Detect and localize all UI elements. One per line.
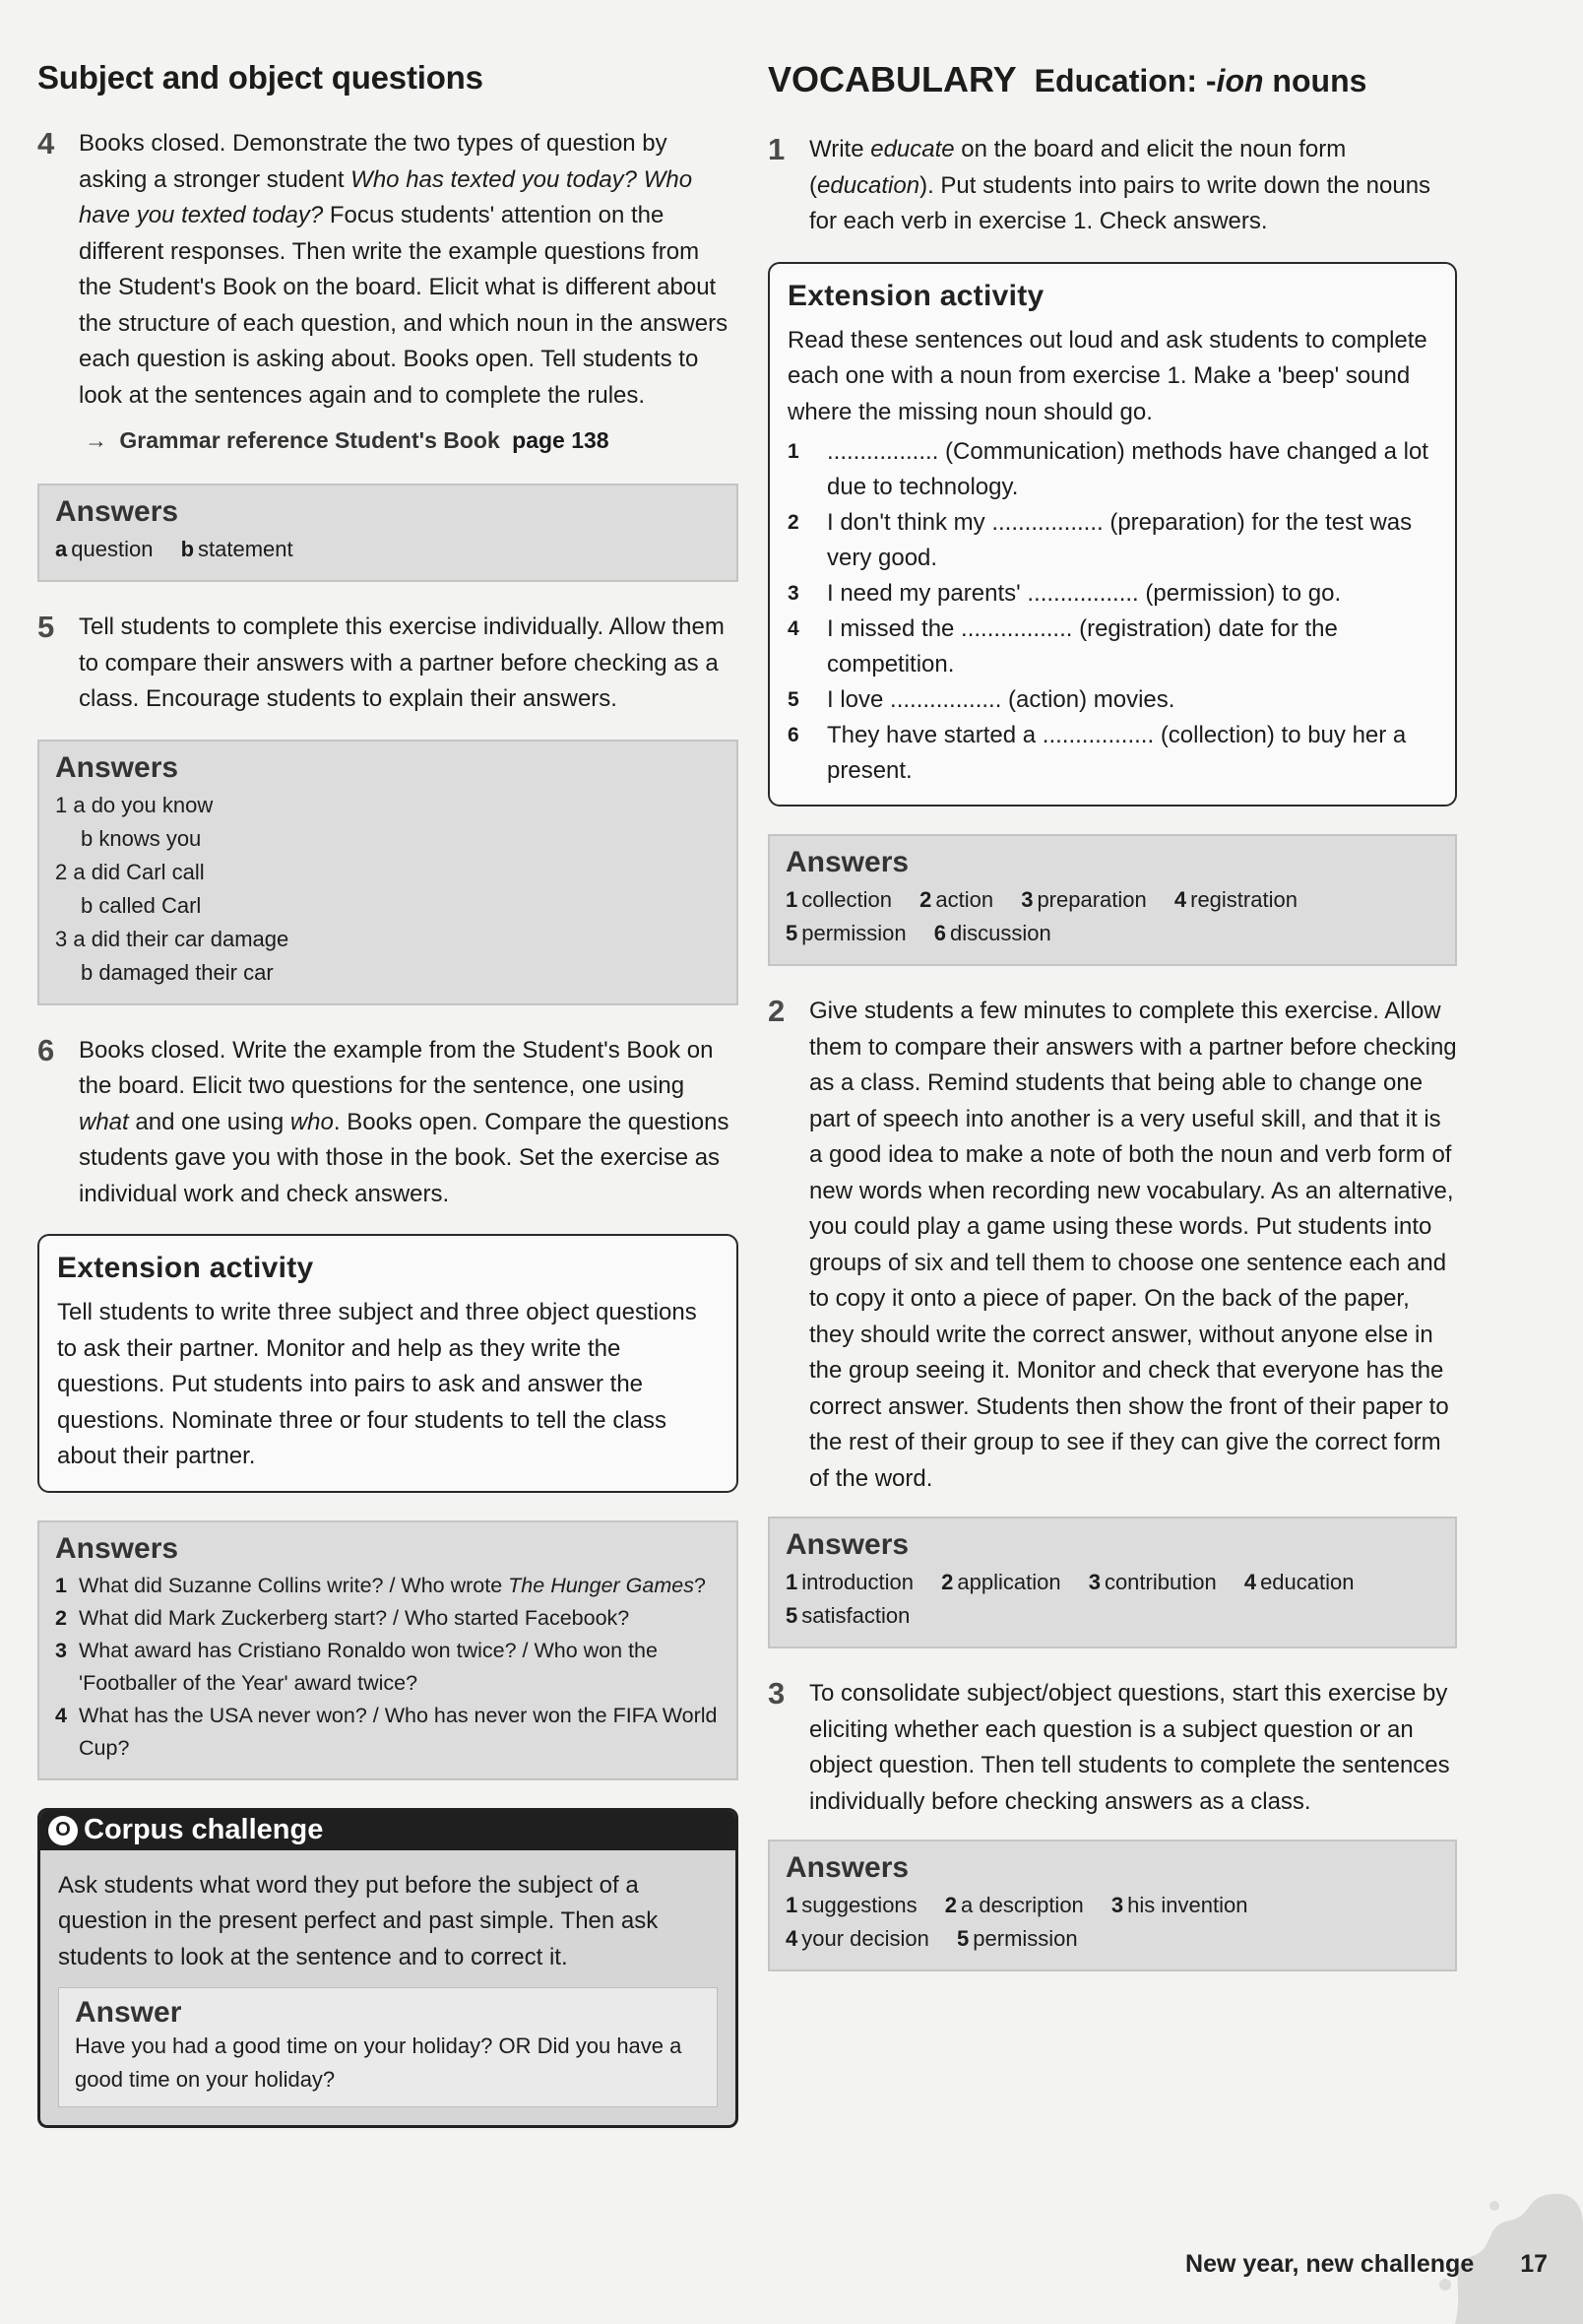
answer-text: permission <box>801 921 907 945</box>
vocabulary-topic-italic: ion <box>1216 63 1264 98</box>
answer-text: contribution <box>1104 1570 1217 1594</box>
extension-sentence <box>788 434 1437 505</box>
exercise-text: Write <box>809 136 871 162</box>
exercise-4 <box>37 126 738 414</box>
exercise-text-italic: Who has texted you today? Who have you texted today? <box>79 165 693 228</box>
extension-sentence <box>788 576 1437 612</box>
answers-heading: Answers <box>786 1528 910 1561</box>
corpus-challenge-body <box>40 1850 735 2126</box>
exercise-6 <box>37 1033 738 1213</box>
answer-number: 4 <box>786 1926 798 1951</box>
answer-text: preparation <box>1037 887 1147 912</box>
answer-text: his invention <box>1127 1893 1248 1917</box>
answer-text: discussion <box>950 921 1051 945</box>
answers-heading: Answers <box>55 1531 179 1565</box>
answer-number: 3 <box>1088 1570 1101 1594</box>
vocab-extension-activity-box <box>768 262 1457 807</box>
corpus-challenge-text: Ask students what word they put before the subject of a question in the present perfect and past simple. Then ask students to look at the sentence and to correct it. <box>58 1871 659 1970</box>
answer-line <box>786 1599 1439 1633</box>
extension-sentence <box>788 718 1437 789</box>
exercise-text: Give students a few minutes to complete this exercise. Allow them to compare their answers with a partner before checking as a class. Remind students that being able to change one part of speech into another is a very useful skill, and that it is a good idea to make a note of both the noun and verb form of new words when recording new vocabulary. As an alternative, you could play a game using these words. Put students into groups of six and tell them to choose one sentence each and to copy it onto a piece of paper. On the back of the paper, they should write the correct answer, without anyone else in the group seeing it. Monitor and check that everyone has the correct answer. Students then show the front of their paper to the rest of their group to see if they can give the correct form of the word. <box>809 998 1457 1492</box>
answer-text: statement <box>198 537 293 561</box>
vocabulary-topic <box>1035 63 1367 98</box>
answer-number: 6 <box>933 921 946 945</box>
answer-number: 3 <box>55 1638 67 1662</box>
answer-item <box>55 1570 721 1602</box>
sentence-number: 3 <box>788 582 799 605</box>
answer-number: 3 <box>1110 1893 1124 1917</box>
exercise-text: Focus students' attention on the different responses. Then write the example questions from the Student's Book on the board. Elicit what is different about the structure of each question, and which noun in the answers each question is asking about. Books open. Tell students to look at the sentences again and to complete the rules. <box>79 202 728 409</box>
answer-text: ? <box>693 1573 706 1597</box>
answers-box-4 <box>37 484 738 582</box>
extension-activity-box <box>37 1234 738 1493</box>
answer-number: 5 <box>786 1603 798 1628</box>
answer-letter: a <box>55 537 68 561</box>
exercise-number: 5 <box>37 610 55 644</box>
answer-line: b knows you <box>81 825 202 851</box>
sentence-number: 5 <box>788 688 799 711</box>
exercise-text: Books closed. Demonstrate the two types of question by asking a stronger student <box>79 130 667 193</box>
vocabulary-topic-text: nouns <box>1263 63 1367 98</box>
exercise-text-italic: education <box>817 171 920 199</box>
grammar-reference-page: page 138 <box>512 427 609 453</box>
answer-text: satisfaction <box>801 1603 911 1628</box>
answer-text: permission <box>973 1926 1078 1951</box>
exercise-text: on the board and elicit the noun form ( <box>809 136 1347 199</box>
answer-number: 1 <box>786 1570 798 1594</box>
answer-item <box>55 1602 721 1635</box>
answer-number: 5 <box>786 921 798 945</box>
right-column <box>768 59 1457 1999</box>
answer-line: 1 a do you know <box>55 792 214 817</box>
exercise-text-italic: who <box>289 1108 334 1135</box>
answer-number: 2 <box>944 1893 958 1917</box>
extension-sentence <box>788 505 1437 576</box>
exercise-text: Tell students to complete this exercise individually. Allow them to compare their answers with a partner before checking as a class. Encourage students to explain their answers. <box>79 613 725 712</box>
sentence-number: 2 <box>788 511 799 534</box>
sentence-number: 4 <box>788 617 799 640</box>
answer-text: registration <box>1190 887 1298 912</box>
answers-heading: Answers <box>786 1851 910 1884</box>
exercise-text: ). Put students into pairs to write down the nouns for each verb in exercise 1. Check answers. <box>809 171 1431 234</box>
vocab-exercise-2 <box>768 994 1457 1497</box>
vocab-answers-box-2 <box>768 1517 1457 1648</box>
answer-text: education <box>1260 1570 1355 1594</box>
answer-number: 1 <box>55 1573 67 1597</box>
answer-number: 2 <box>941 1570 954 1594</box>
corpus-challenge-title: Corpus challenge <box>84 1814 324 1845</box>
answer-text: Have you had a good time on your holiday? OR Did you have a good time on your holiday? <box>75 2034 682 2092</box>
answer-line <box>786 1566 1439 1599</box>
exercise-number: 2 <box>768 994 786 1028</box>
answer-text: What has the USA never won? / Who has never won the FIFA World Cup? <box>79 1703 718 1760</box>
answer-number: 5 <box>957 1926 970 1951</box>
answer-number: 4 <box>1243 1570 1257 1594</box>
vocabulary-label: VOCABULARY <box>768 59 1017 99</box>
answer-number: 2 <box>919 887 932 912</box>
sentence-text: I need my parents' ................. (permission) to go. <box>827 580 1342 607</box>
vocabulary-topic-text: Education: - <box>1034 63 1217 98</box>
sentence-text: They have started a ................. (collection) to buy her a present. <box>827 722 1407 784</box>
exercise-text-italic: educate <box>870 136 955 162</box>
sentence-text: I love ................. (action) movies. <box>827 686 1175 713</box>
corpus-challenge-box <box>37 1808 738 2129</box>
extension-text: Read these sentences out loud and ask students to complete each one with a noun from exercise 1. Make a 'beep' sound where the missing noun should go. <box>788 326 1427 425</box>
answer-text: What did Suzanne Collins write? / Who wrote <box>79 1573 509 1597</box>
answer-line <box>786 883 1439 917</box>
exercise-number: 1 <box>768 132 786 166</box>
answer-item <box>55 1700 721 1765</box>
extension-text: Tell students to write three subject and three object questions to ask their partner. Monitor and help as they write the questions. Put students into pairs to ask and answer the questions. Nominate three or four students to tell the class about their partner. <box>57 1299 697 1469</box>
exercise-number: 3 <box>768 1676 786 1711</box>
answer-heading: Answer <box>75 1996 182 2029</box>
corpus-challenge-header <box>40 1811 735 1850</box>
answer-number: 4 <box>55 1703 67 1727</box>
answer-text: application <box>957 1570 1061 1594</box>
exercise-text: Books closed. Write the example from the Student's Book on the board. Elicit two questions for the sentence, one using <box>79 1036 714 1099</box>
exercise-text: and one using <box>128 1108 290 1135</box>
answer-line <box>786 1922 1439 1956</box>
answer-number: 2 <box>55 1605 67 1630</box>
exercise-number: 6 <box>37 1032 55 1067</box>
extension-heading: Extension activity <box>788 279 1045 312</box>
extension-heading: Extension activity <box>57 1252 314 1284</box>
answer-number: 4 <box>1173 887 1187 912</box>
vocab-answers-box-1 <box>768 834 1457 966</box>
answers-heading: Answers <box>55 495 179 528</box>
answer-text: question <box>71 537 154 561</box>
answer-text: introduction <box>801 1570 914 1594</box>
arrow-right-icon: → <box>85 427 107 453</box>
answer-line: b damaged their car <box>81 959 274 985</box>
answer-line <box>786 917 1439 950</box>
vocab-exercise-1 <box>768 132 1457 240</box>
sentence-number: 1 <box>788 440 799 463</box>
exercise-text: . Books open. Compare the questions students gave you with those in the book. Set the exercise as individual work and check answers. <box>79 1108 729 1207</box>
sentence-text: I don't think my ................. (preparation) for the test was very good. <box>827 509 1413 571</box>
sentence-number: 6 <box>788 724 799 746</box>
grammar-reference-text: Grammar reference Student's Book <box>119 427 500 453</box>
answer-text: What award has Cristiano Ronaldo won twice? / Who won the 'Footballer of the Year' award twice? <box>79 1638 658 1695</box>
answer-number: 3 <box>1021 887 1034 912</box>
sentence-text: ................. (Communication) methods have changed a lot due to technology. <box>827 438 1428 500</box>
page-number: 17 <box>1520 2250 1548 2278</box>
ink-splash-decoration <box>1416 2166 1583 2324</box>
vocab-answers-box-3 <box>768 1840 1457 1971</box>
extension-sentence <box>788 612 1437 682</box>
answer-number: 1 <box>786 887 798 912</box>
answer-text: collection <box>801 887 892 912</box>
vocab-exercise-3 <box>768 1676 1457 1820</box>
answer-text: action <box>935 887 994 912</box>
exercise-text: To consolidate subject/object questions, start this exercise by eliciting whether each question is a subject question or an object question. Then tell students to complete the sentences individually before checking answers as a class. <box>809 1680 1450 1815</box>
answer-text: a description <box>961 1893 1084 1917</box>
answer-number: 1 <box>786 1893 798 1917</box>
answer-line <box>55 533 721 566</box>
answer-text: suggestions <box>801 1893 918 1917</box>
answers-box-6 <box>37 1520 738 1780</box>
corpus-answer-box <box>58 1987 718 2107</box>
left-column <box>37 59 738 2128</box>
sentence-text: I missed the ................. (registration) date for the competition. <box>827 615 1338 678</box>
section-heading-subject-object: Subject and object questions <box>37 59 483 96</box>
vocabulary-heading <box>768 59 1457 100</box>
answer-item <box>55 1635 721 1700</box>
corpus-icon: O <box>48 1816 78 1845</box>
page-footer <box>1185 2250 1548 2279</box>
extension-sentence <box>788 682 1437 718</box>
answer-line: 3 a did their car damage <box>55 926 289 951</box>
answer-text: What did Mark Zuckerberg start? / Who started Facebook? <box>79 1605 630 1630</box>
answer-line: 2 a did Carl call <box>55 859 205 884</box>
grammar-reference[interactable] <box>37 427 738 454</box>
answer-text-italic: The Hunger Games <box>508 1573 694 1597</box>
answers-box-5 <box>37 740 738 1005</box>
exercise-text-italic: what <box>79 1108 129 1135</box>
answers-heading: Answers <box>786 846 910 878</box>
footer-title: New year, new challenge <box>1185 2250 1475 2278</box>
answer-line <box>786 1889 1439 1922</box>
answer-line: b called Carl <box>81 892 202 918</box>
answer-letter: b <box>180 537 195 561</box>
answers-heading: Answers <box>55 750 179 784</box>
exercise-number: 4 <box>37 126 55 161</box>
exercise-5 <box>37 610 738 718</box>
answer-text: your decision <box>801 1926 929 1951</box>
